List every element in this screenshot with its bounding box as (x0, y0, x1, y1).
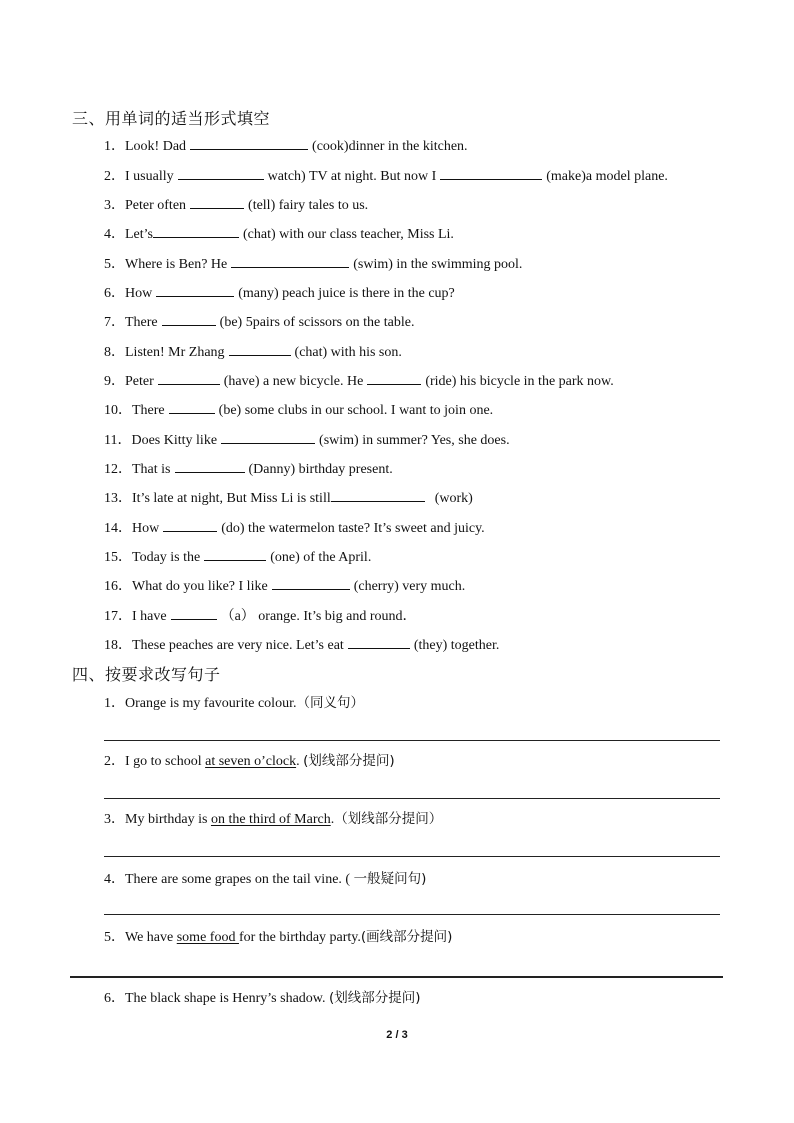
rewrite-item-1: 1．Orange is my favourite colour.（同义句） (104, 695, 364, 711)
answer-blank[interactable] (229, 342, 291, 356)
fill-item-3: 3．Peter often (tell) fairy tales to us. (104, 195, 368, 215)
fill-item-12: 12．That is (Danny) birthday present. (104, 459, 393, 479)
answer-blank[interactable] (178, 166, 264, 180)
fill-item-4: 4．Let’s (chat) with our class teacher, Miss Li. (104, 224, 454, 244)
answer-line[interactable] (70, 976, 723, 978)
answer-blank[interactable] (162, 312, 216, 326)
section-4-title: 四、按要求改写句子 (72, 665, 221, 684)
answer-line[interactable] (104, 798, 720, 799)
page-number: 2 / 3 (386, 1029, 408, 1041)
answer-blank[interactable] (156, 283, 234, 297)
fill-item-15: 15．Today is the (one) of the April. (104, 547, 371, 567)
answer-blank[interactable] (190, 195, 244, 209)
fill-item-2: 2．I usually watch) TV at night. But now I (make)a model plane. (104, 166, 668, 186)
fill-item-13: 13．It’s late at night, But Miss Li is still (work) (104, 488, 473, 508)
answer-blank[interactable] (190, 136, 308, 150)
answer-blank[interactable] (221, 430, 315, 444)
answer-blank[interactable] (175, 459, 245, 473)
answer-blank[interactable] (153, 224, 239, 238)
answer-blank[interactable] (331, 488, 425, 502)
answer-line[interactable] (104, 914, 720, 915)
answer-blank[interactable] (367, 371, 421, 385)
rewrite-item-4: 4．There are some grapes on the tail vine. ( 一般疑问句) (104, 871, 427, 887)
rewrite-item-5: 5．We have some food for the birthday party.(画线部分提问) (104, 929, 453, 945)
rewrite-item-6: 6．The black shape is Henry’s shadow. (划线部分提问) (104, 990, 421, 1006)
fill-item-9: 9．Peter (have) a new bicycle. He (ride) his bicycle in the park now. (104, 371, 614, 391)
fill-item-7: 7．There (be) 5pairs of scissors on the table. (104, 312, 414, 332)
rewrite-item-2: 2．I go to school at seven o’clock. (划线部分提问) (104, 753, 395, 769)
fill-item-10: 10．There (be) some clubs in our school. I want to join one. (104, 400, 493, 420)
answer-line[interactable] (104, 740, 720, 741)
answer-blank[interactable] (204, 547, 266, 561)
fill-item-16: 16．What do you like? I like (cherry) very much. (104, 576, 465, 596)
fill-item-14: 14．How (do) the watermelon taste? It’s sweet and juicy. (104, 518, 485, 538)
fill-item-8: 8．Listen! Mr Zhang (chat) with his son. (104, 342, 402, 362)
section-3-title: 三、用单词的适当形式填空 (72, 109, 271, 128)
fill-item-1: 1．Look! Dad (cook)dinner in the kitchen. (104, 136, 468, 156)
answer-blank[interactable] (169, 400, 215, 414)
answer-blank[interactable] (272, 576, 350, 590)
answer-blank[interactable] (171, 606, 217, 620)
fill-item-17: 17．I have （a） orange. It’s big and round． (104, 606, 417, 626)
fill-item-6: 6．How (many) peach juice is there in the cup? (104, 283, 455, 303)
answer-blank[interactable] (348, 635, 410, 649)
rewrite-item-3: 3．My birthday is on the third of March.（划线部分提问） (104, 811, 443, 827)
fill-item-11: 11．Does Kitty like (swim) in summer? Yes, she does. (104, 430, 510, 450)
answer-line[interactable] (104, 856, 720, 857)
answer-blank[interactable] (163, 518, 217, 532)
answer-blank[interactable] (440, 166, 542, 180)
answer-blank[interactable] (231, 254, 349, 268)
fill-item-18: 18．These peaches are very nice. Let’s eat (they) together. (104, 635, 499, 655)
fill-item-5: 5．Where is Ben? He (swim) in the swimming pool. (104, 254, 522, 274)
answer-blank[interactable] (158, 371, 220, 385)
